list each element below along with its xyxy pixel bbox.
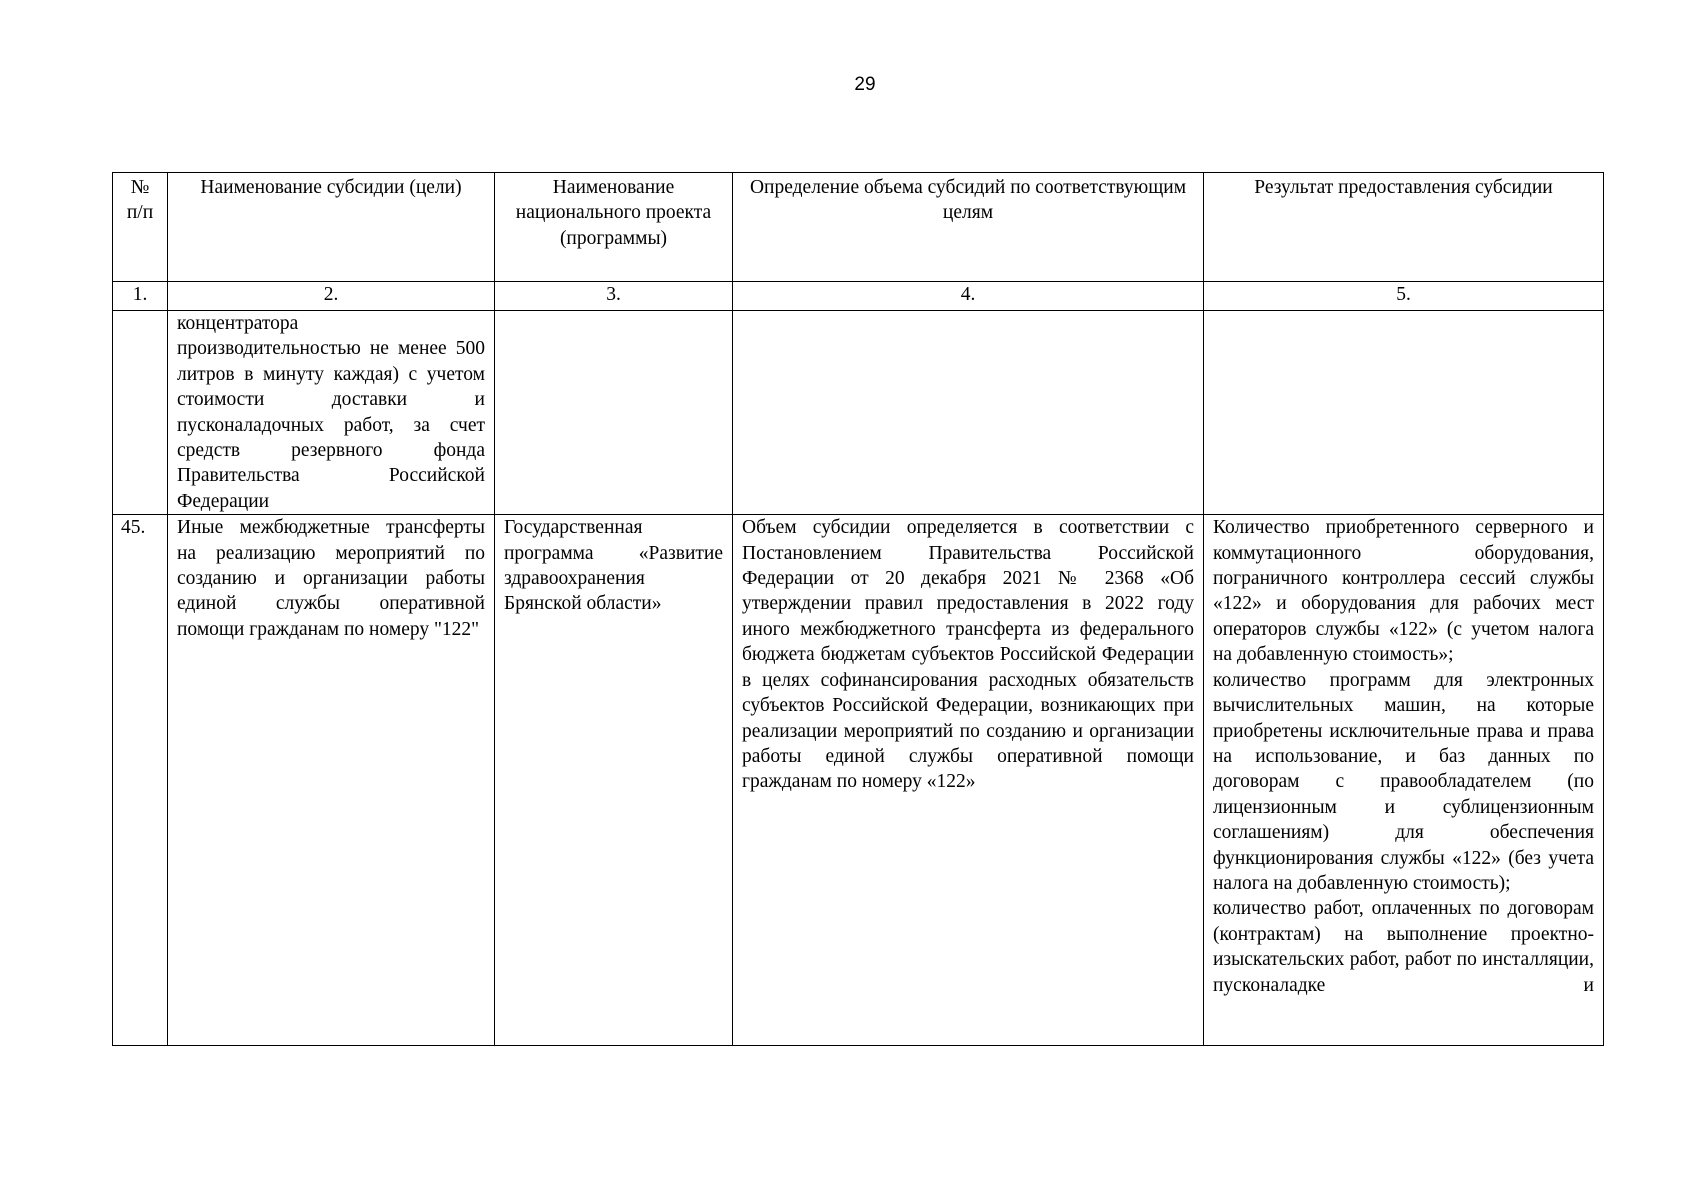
subsidy-name-cell: концентратора производительностью не менее 500 литров в минуту каждая) с учетом стоимости доставки и пусконаладочных работ, за счет средств резервного фонда Правительства Российской Федерации bbox=[168, 311, 495, 515]
page-number: 29 bbox=[854, 74, 876, 95]
subsidy-name-cell: Иные межбюджетные трансферты на реализацию мероприятий по созданию и организации работы единой службы оперативной помощи гражданам по номеру "122" bbox=[168, 515, 495, 1046]
column-number-2: 2. bbox=[168, 282, 495, 311]
column-number-5: 5. bbox=[1204, 282, 1604, 311]
column-number-1: 1. bbox=[113, 282, 168, 311]
header-result: Результат предоставления субсидии bbox=[1204, 173, 1604, 282]
row-number: 45. bbox=[113, 515, 168, 1046]
project-cell: Государственная программа «Развитие здравоохранения Брянской области» bbox=[495, 515, 733, 1046]
project-cell bbox=[495, 311, 733, 515]
definition-cell: Объем субсидии определяется в соответствии с Постановлением Правительства Российской Федерации от 20 декабря 2021 № 2368 «Об утверждении правил предоставления в 2022 году иного межбюджетного трансферта из федерального бюджета бюджетам субъектов Российской Федерации в целях софинансирования расходных обязательств субъектов Российской Федерации, возникающих при реализации мероприятий по созданию и организации работы единой службы оперативной помощи гражданам по номеру «122» bbox=[733, 515, 1204, 1046]
table-row bbox=[113, 311, 1604, 515]
row-number bbox=[113, 311, 168, 515]
header-national-project: Наименование национального проекта (программы) bbox=[495, 173, 733, 282]
result-cell bbox=[1204, 311, 1604, 515]
header-number: № п/п bbox=[113, 173, 168, 282]
result-cell bbox=[1204, 515, 1604, 1046]
header-volume-definition: Определение объема субсидий по соответствующим целям bbox=[733, 173, 1204, 282]
column-numbers-row bbox=[113, 282, 1604, 311]
subsidy-table bbox=[112, 172, 1604, 1046]
table-header-row bbox=[113, 173, 1604, 282]
definition-cell bbox=[733, 311, 1204, 515]
table-row bbox=[113, 515, 1604, 1046]
result-paragraph: количество программ для электронных вычислительных машин, на которые приобретены исключительные права и права на использование, и баз данных по договорам с правообладателем (по лицензионным и сублицензионным соглашениям) для обеспечения функционирования службы «122» (без учета налога на добавленную стоимость); bbox=[1213, 669, 1594, 894]
header-subsidy-name: Наименование субсидии (цели) bbox=[168, 173, 495, 282]
column-number-3: 3. bbox=[495, 282, 733, 311]
column-number-4: 4. bbox=[733, 282, 1204, 311]
result-paragraph: Количество приобретенного серверного и коммутационного оборудования, пограничного контроллера сессий службы «122» и оборудования для рабочих мест операторов службы «122» (с учетом налога на добавленную стоимость»; bbox=[1213, 517, 1594, 666]
result-paragraph: количество работ, оплаченных по договорам (контрактам) на выполнение проектно-изыскательских работ, работ по инсталляции, пусконаладке и bbox=[1213, 898, 1594, 996]
